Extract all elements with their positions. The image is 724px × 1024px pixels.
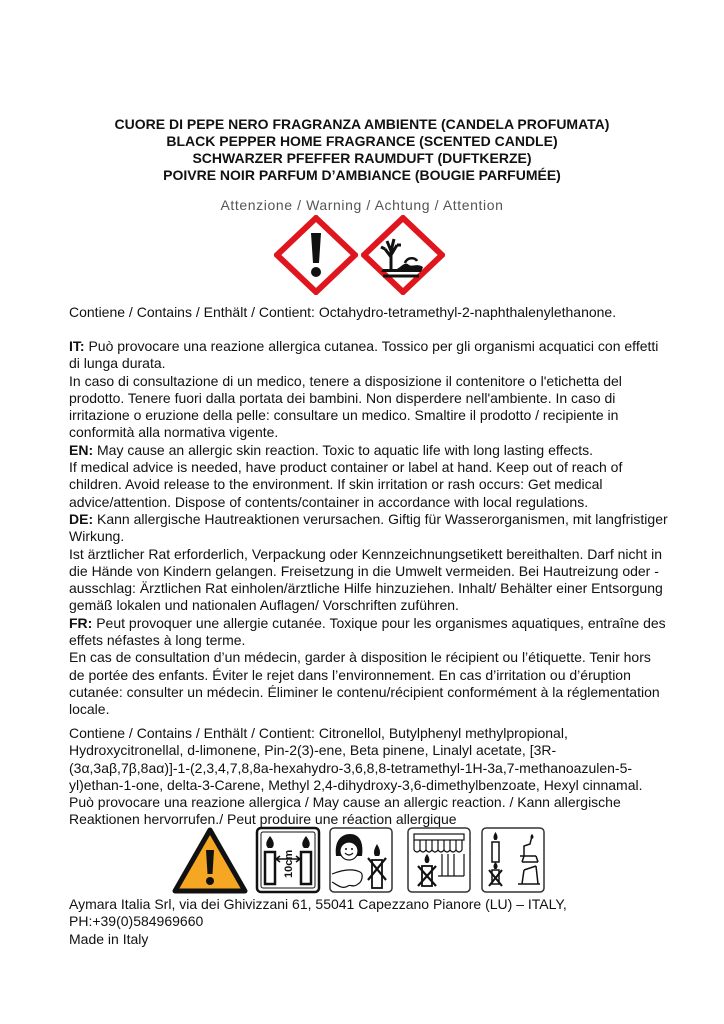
section-de-precautions: Ist ärztlicher Rat erforderlich, Verpackung oder Kennzeichnungsetikett bereithalten. Darf nicht in die Hände von Kindern gelangen. Freisetzung in die Umwelt vermeiden. Bei Hautreizung oder -ausschlag: Ärztlichen Rat einholen/ärztliche Hilfe hinzuziehen. Inhalt/ Behälter einer Entsorgung gemäß lokalen und nationalen Auflagen/ Vorschriften zuführen. <box>69 545 663 614</box>
lang-label-en: EN: <box>69 441 94 458</box>
section-en-hazard: EN: May cause an allergic skin reaction. Toxic to aquatic life with long lasting effects. <box>69 441 593 458</box>
lang-label-fr: FR: <box>69 614 93 631</box>
section-fr-hazard: FR: Peut provoquer une allergie cutanée. Toxique pour les organismes aquatiques, entraîne des effets néfastes à long terme. <box>69 614 666 649</box>
section-en-precautions: If medical advice is needed, have product container or label at hand. Keep out of reach of children. Avoid release to the environment. If skin irritation or rash occurs: Get medical advice/attention. Dispose of contents/container in accordance with local regulations. <box>69 459 623 510</box>
product-titles <box>0 116 724 184</box>
origin-label: Made in Italy <box>69 930 149 947</box>
safety-pictograms <box>0 826 724 896</box>
ingredients-list: Contiene / Contains / Enthält / Contient: Citronellol, Butylphenyl methylpropional, Hydroxycitronellal, d-limonene, Pin-2(3)-ene, Beta pinene, Linalyl acetate, [3R-(3α,3aβ,7β,8aα)]-1-(2,3,4,7,8,8a-hexahydro-3,6,8,8-tetramethyl-1H-3a,7-methanoazulen-5-yl)ethan-1-one, delta-3-Carene, Methyl 2,4-dihydroxy-3,6-dimethylbenzoate, Hexyl cinnamal. Può provocare una reazione allergica / May cause an allergic reaction. / Kann allergische Reaktionen hervorrufen./ Peut produire une réaction allergique <box>69 725 643 828</box>
keep-away-from-children-icon <box>328 826 394 894</box>
section-it-hazard: IT: Può provocare una reazione allergica cutanea. Tossico per gli organismi acquatici con effetti di lunga durata. <box>69 338 659 372</box>
address-line: Aymara Italia Srl, via dei Ghivizzani 61, 55041 Capezzano Pianore (LU) – ITALY, <box>69 896 567 912</box>
no-candle-near-curtains-icon <box>406 826 472 894</box>
exclamation-mark-icon <box>274 215 358 295</box>
lang-label-it: IT: <box>69 338 85 354</box>
phone-number: PH:+39(0)584969660 <box>69 913 204 930</box>
title-it: CUORE DI PEPE NERO FRAGRANZA AMBIENTE (CANDELA PROFUMATA) <box>114 116 610 132</box>
distance-label: 10cm <box>283 849 295 878</box>
section-it-precautions: In caso di consultazione di un medico, tenere a disposizione il contenitore o l'etichetta del prodotto. Tenere fuori dalla portata dei bambini. Non disperdere nell'ambiente. In caso di irritazione o eruzione della pelle: consultare un medico. Smaltire il prodotto / recipiente in conformità alla normativa vigente. <box>69 372 622 441</box>
lang-label-de: DE: <box>69 510 94 527</box>
candle-distance-icon <box>255 826 321 894</box>
section-de-hazard: DE: Kann allergische Hautreaktionen verursachen. Giftig für Wasserorganismen, mit langfristiger Wirkung. <box>69 510 668 545</box>
title-de: SCHWARZER PFEFFER RAUMDUFT (DUFTKERZE) <box>192 150 532 166</box>
title-fr: POIVRE NOIR PARFUM D’AMBIANCE (BOUGIE PARFUMÉE) <box>163 167 561 183</box>
signal-word: Attenzione / Warning / Achtung / Attention <box>220 197 504 213</box>
general-warning-icon <box>172 826 248 894</box>
environment-hazard-icon <box>361 215 445 295</box>
section-fr-precautions: En cas de consultation d’un médecin, garder à disposition le récipient ou l’étiquette. Tenir hors de portée des enfants. Éviter le rejet dans l’environnement. En cas d’irritation ou d’éruption cutanée: consulter un médecin. Éliminer le contenu/récipient conformément à la réglementation locale. <box>69 649 660 718</box>
title-en: BLACK PEPPER HOME FRAGRANCE (SCENTED CANDLE) <box>166 133 558 149</box>
hazard-pictograms <box>0 215 724 295</box>
manufacturer-address <box>69 896 567 948</box>
hazard-statements <box>69 338 669 719</box>
no-candle-on-furniture-icon <box>480 826 546 894</box>
contains-line: Contiene / Contains / Enthält / Contient: Octahydro-tetramethyl-2-naphthalenylethanone. <box>69 304 617 320</box>
